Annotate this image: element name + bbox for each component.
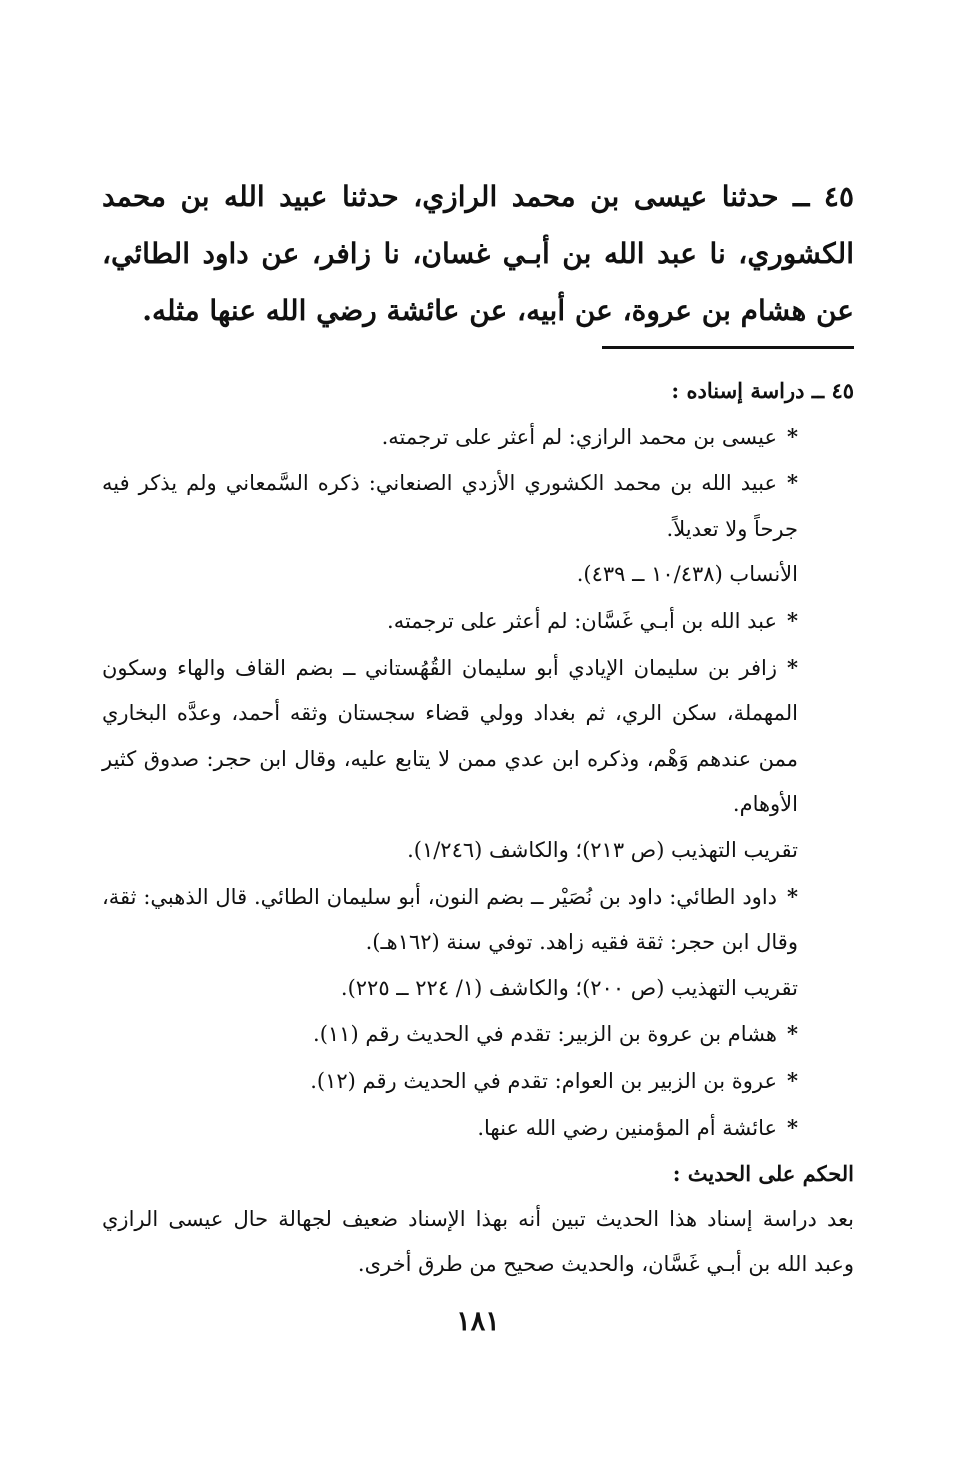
bullet-icon: * bbox=[787, 1114, 798, 1140]
page-number: ١٨١ bbox=[456, 1306, 500, 1337]
narrator-note bbox=[102, 1105, 854, 1152]
narrator-note-text: داود الطائي: داود بن نُصَيْر ــ بضم النون، أبو سليمان الطائي. قال الذهبي: ثقة، وقال ابن حجر: ثقة فقيه زاهد. توفي سنة (١٦٢هـ). bbox=[102, 884, 798, 955]
bullet-icon: * bbox=[787, 1021, 798, 1047]
reference-line: تقريب التهذيب (ص ٢٠٠)؛ والكاشف (١/ ٢٢٤ ــ ٢٢٥). bbox=[340, 975, 798, 1000]
narrator-note bbox=[102, 414, 854, 461]
narrator-note bbox=[102, 1058, 854, 1105]
narrator-note-text: هشام بن عروة بن الزبير: تقدم في الحديث رقم (١١). bbox=[313, 1022, 778, 1047]
reference-line: تقريب التهذيب (ص ٢١٣)؛ والكاشف (١/٢٤٦). bbox=[407, 837, 798, 862]
footnotes bbox=[102, 368, 854, 1288]
bullet-icon: * bbox=[787, 883, 798, 909]
ruling-heading: الحكم على الحديث : bbox=[672, 1161, 854, 1187]
bullet-icon: * bbox=[787, 1067, 798, 1093]
reference-line: الأنساب (١٠/٤٣٨ ــ ٤٣٩). bbox=[576, 562, 798, 587]
isnad-study-heading: ٤٥ ــ دراسة إسناده : bbox=[671, 378, 854, 403]
narrator-note bbox=[102, 460, 854, 552]
bullet-icon: * bbox=[787, 423, 798, 449]
footnote-separator bbox=[602, 346, 854, 349]
ruling-text: بعد دراسة إسناد هذا الحديث تبين أنه بهذا الإسناد ضعيف لجهالة حال عيسى الرازي وعبد الله بن أبـي غَسَّان، والحديث صحيح من طرق أخرى. bbox=[102, 1206, 854, 1277]
narrator-note bbox=[102, 874, 854, 966]
narrator-note bbox=[102, 645, 854, 828]
narrator-note bbox=[102, 1011, 854, 1058]
narrator-note-text: عيسى بن محمد الرازي: لم أعثر على ترجمته. bbox=[381, 424, 778, 449]
bullet-icon: * bbox=[787, 470, 798, 496]
hadith-text: ٤٥ ــ حدثنا عيسى بن محمد الرازي، حدثنا عبيد الله بن محمد الكشوري، نا عبد الله بن أبـي غسان، نا زافر، عن داود الطائي، عن هشام بن عروة، عن أبيه، عن عائشة رضي الله عنها مثله. bbox=[102, 180, 854, 327]
narrator-note-text: عائشة أم المؤمنين رضي الله عنها. bbox=[477, 1115, 778, 1140]
bullet-icon: * bbox=[787, 607, 798, 633]
bullet-icon: * bbox=[787, 654, 798, 680]
narrator-note bbox=[102, 598, 854, 645]
narrator-note-text: عبيد الله بن محمد الكشوري الأزدي الصنعاني: ذكره السَّمعاني ولم يذكر فيه جرحاً ولا تعديلاً. bbox=[102, 471, 798, 541]
narrator-note-text: عبد الله بن أبـي غَسَّان: لم أعثر على ترجمته. bbox=[387, 608, 778, 633]
narrator-note-text: عروة بن الزبير بن العوام: تقدم في الحديث رقم (١٢). bbox=[310, 1068, 778, 1093]
narrator-note-text: زافر بن سليمان الإيادي أبو سليمان القُهُستاني ــ بضم القاف والهاء وسكون المهملة، سكن الري، ثم بغداد وولي قضاء سجستان وثقه أحمد، وعدَّه البخاري ممن عندهم وَهْم، وذكره ابن عدي ممن لا يتابع عليه، وقال ابن حجر: صدوق كثير الأوهام. bbox=[102, 655, 798, 817]
